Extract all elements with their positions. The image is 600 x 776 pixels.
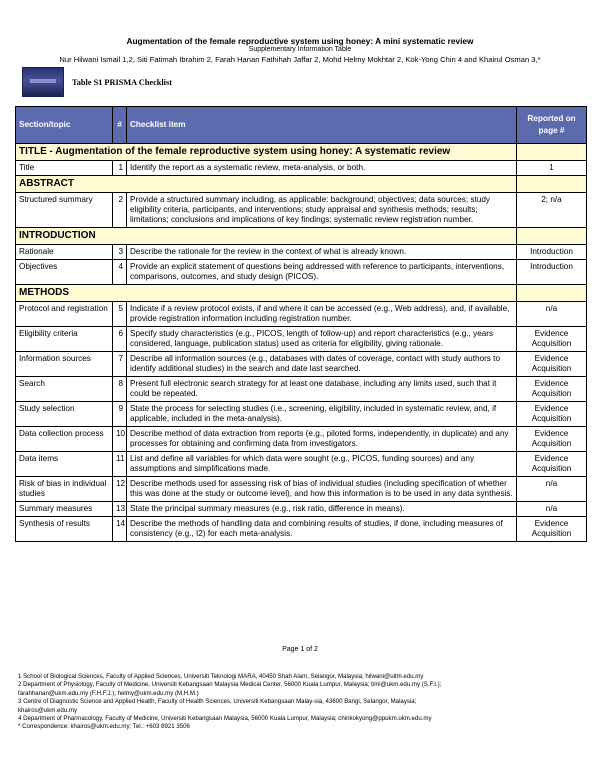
footnote-line: 2 Department of Physiology, Faculty of Medicine, Universiti Kebangsaan Malaysia Medical Center, 56000 Kuala Lumpur, Malaysia; timi@ukm.edu.my (S.F.I.); bbox=[18, 681, 442, 689]
header-section-topic: Section/topic bbox=[16, 107, 113, 144]
footnote-line: 3 Centre of Diagnostic Science and Applied Health, Faculty of Health Sciences, Universiti Kebangsaan Malay-sia, 43600 Bangi, Selangor, Malaysia; bbox=[18, 698, 417, 706]
prisma-logo bbox=[22, 67, 64, 97]
table-row bbox=[16, 245, 587, 260]
number-cell: 12 bbox=[113, 477, 127, 502]
table-row bbox=[16, 477, 587, 502]
item-cell: Indicate if a review protocol exists, if and where it can be accessed (e.g., Web address), and, if available, provide registration information including registration number. bbox=[127, 302, 517, 327]
topic-cell: Information sources bbox=[16, 352, 113, 377]
item-cell: Provide a structured summary including, as applicable: background; objectives; data sources; study eligibility criteria, participants, and interventions; study appraisal and synthesis methods; results; limitations; conclusions and implications of key findings; systematic review registration number. bbox=[127, 193, 517, 228]
section-page-cell bbox=[517, 285, 587, 302]
table-row bbox=[16, 427, 587, 452]
reported-page-cell: Evidence Acquisition bbox=[517, 517, 587, 542]
item-cell: List and define all variables for which data were sought (e.g., PICOS, funding sources) and any assumptions and simplifications made. bbox=[127, 452, 517, 477]
footnote-line: * Correspondence: khairos@ukm.edu.my; Tel.: +603 8921 3506 bbox=[18, 723, 190, 731]
item-cell: Describe all information sources (e.g., databases with dates of coverage, contact with study authors to identify additional studies) in the search and date last searched. bbox=[127, 352, 517, 377]
reported-page-cell: n/a bbox=[517, 302, 587, 327]
reported-page-cell: Evidence Acquisition bbox=[517, 427, 587, 452]
table-row bbox=[16, 502, 587, 517]
table-caption: Table S1 PRISMA Checklist bbox=[72, 78, 172, 87]
reported-page-cell: n/a bbox=[517, 502, 587, 517]
number-cell: 11 bbox=[113, 452, 127, 477]
topic-cell: Rationale bbox=[16, 245, 113, 260]
table-row bbox=[16, 327, 587, 352]
number-cell: 9 bbox=[113, 402, 127, 427]
section-header-row bbox=[16, 144, 587, 161]
topic-cell: Title bbox=[16, 161, 113, 176]
number-cell: 5 bbox=[113, 302, 127, 327]
number-cell: 13 bbox=[113, 502, 127, 517]
topic-cell: Search bbox=[16, 377, 113, 402]
table-row bbox=[16, 517, 587, 542]
topic-cell: Structured summary bbox=[16, 193, 113, 228]
reported-page-cell: Introduction bbox=[517, 245, 587, 260]
topic-cell: Risk of bias in individual studies bbox=[16, 477, 113, 502]
number-cell: 4 bbox=[113, 260, 127, 285]
table-row bbox=[16, 377, 587, 402]
reported-page-cell: 2; n/a bbox=[517, 193, 587, 228]
topic-cell: Study selection bbox=[16, 402, 113, 427]
table-row bbox=[16, 402, 587, 427]
number-cell: 10 bbox=[113, 427, 127, 452]
section-title: METHODS bbox=[16, 285, 517, 302]
section-header-row bbox=[16, 228, 587, 245]
footnote-line: 1 School of Biological Sciences, Faculty of Applied Sciences, Universiti Teknologi MARA, 40450 Shah Alam, Selangor, Malaysia; hilwani@uitm.edu.my bbox=[18, 673, 424, 680]
number-cell: 1 bbox=[113, 161, 127, 176]
item-cell: Identify the report as a systematic review, meta-analysis, or both. bbox=[127, 161, 517, 176]
section-title: ABSTRACT bbox=[16, 176, 517, 193]
reported-page-cell: Evidence Acquisition bbox=[517, 327, 587, 352]
number-cell: 14 bbox=[113, 517, 127, 542]
table-row bbox=[16, 352, 587, 377]
topic-cell: Summary measures bbox=[16, 502, 113, 517]
item-cell: Present full electronic search strategy for at least one database, including any limits used, such that it could be repeated. bbox=[127, 377, 517, 402]
footnote-line: 4 Department of Pharmacology, Faculty of Medicine, Universiti Kebangsaan Malaysia, 56000 Kuala Lumpur, Malaysia; chinkokyong@ppukm.ukm.edu.my bbox=[18, 715, 432, 723]
author-list: Nur Hilwani Ismail 1,2, Siti Fatimah Ibrahim 2, Farah Hanan Fathihah Jaffar 2, Mohd Helmy Mokhtar 2, Kok-Yong Chin 4 and Khairul Osman 3,* bbox=[59, 55, 541, 64]
table-row bbox=[16, 260, 587, 285]
document-title: Augmentation of the female reproductive system using honey: A mini systematic review bbox=[126, 36, 474, 46]
table-row bbox=[16, 161, 587, 176]
number-cell: 7 bbox=[113, 352, 127, 377]
section-header-row bbox=[16, 176, 587, 193]
reported-page-cell: Evidence Acquisition bbox=[517, 402, 587, 427]
document-subtitle: Supplementary Information Table bbox=[248, 46, 352, 53]
footnotes bbox=[18, 673, 588, 732]
table-row bbox=[16, 302, 587, 327]
footnote-line: farahhanan@ukm.edu.my (F.H.F.J.); helmy@ukm.edu.my (M.H.M.) bbox=[18, 689, 199, 697]
reported-page-cell: 1 bbox=[517, 161, 587, 176]
item-cell: Describe method of data extraction from reports (e.g., piloted forms, independently, in duplicate) and any processes for obtaining and confirming data from investigators. bbox=[127, 427, 517, 452]
item-cell: Describe methods used for assessing risk of bias of individual studies (including specification of whether this was done at the study or outcome level), and how this information is to be used in any data synthesis. bbox=[127, 477, 517, 502]
topic-cell: Data collection process bbox=[16, 427, 113, 452]
topic-cell: Objectives bbox=[16, 260, 113, 285]
table-row bbox=[16, 452, 587, 477]
table-header-row bbox=[16, 107, 587, 144]
item-cell: Specify study characteristics (e.g., PICOS, length of follow-up) and report characteristics (e.g., years considered, language, publication status) used as criteria for eligibility, giving rationale. bbox=[127, 327, 517, 352]
number-cell: 3 bbox=[113, 245, 127, 260]
section-page-cell bbox=[517, 228, 587, 245]
table-body bbox=[16, 144, 587, 542]
item-cell: Describe the rationale for the review in the context of what is already known. bbox=[127, 245, 517, 260]
topic-cell: Data items bbox=[16, 452, 113, 477]
section-title: TITLE - Augmentation of the female reproductive system using honey: A systematic review bbox=[16, 144, 517, 161]
section-header-row bbox=[16, 285, 587, 302]
header-reported-page: Reported on page # bbox=[517, 107, 587, 144]
topic-cell: Synthesis of results bbox=[16, 517, 113, 542]
section-page-cell bbox=[517, 144, 587, 161]
item-cell: State the principal summary measures (e.g., risk ratio, difference in means). bbox=[127, 502, 517, 517]
item-cell: Provide an explicit statement of questions being addressed with reference to participants, interventions, comparisons, outcomes, and study design (PICOS). bbox=[127, 260, 517, 285]
header-number: # bbox=[113, 107, 127, 144]
table-row bbox=[16, 193, 587, 228]
topic-cell: Eligibility criteria bbox=[16, 327, 113, 352]
number-cell: 2 bbox=[113, 193, 127, 228]
reported-page-cell: Evidence Acquisition bbox=[517, 352, 587, 377]
section-title: INTRODUCTION bbox=[16, 228, 517, 245]
number-cell: 8 bbox=[113, 377, 127, 402]
number-cell: 6 bbox=[113, 327, 127, 352]
item-cell: Describe the methods of handling data and combining results of studies, if done, including measures of consistency (e.g., I2) for each meta-analysis. bbox=[127, 517, 517, 542]
reported-page-cell: Introduction bbox=[517, 260, 587, 285]
topic-cell: Protocol and registration bbox=[16, 302, 113, 327]
page-number: Page 1 of 2 bbox=[282, 646, 318, 653]
reported-page-cell: Evidence Acquisition bbox=[517, 377, 587, 402]
item-cell: State the process for selecting studies (i.e., screening, eligibility, included in systematic review, and, if applicable, included in the meta-analysis). bbox=[127, 402, 517, 427]
section-page-cell bbox=[517, 176, 587, 193]
reported-page-cell: n/a bbox=[517, 477, 587, 502]
prisma-checklist-table bbox=[15, 106, 587, 542]
footnote-line: khairos@ukm.edu.my bbox=[18, 706, 78, 714]
reported-page-cell: Evidence Acquisition bbox=[517, 452, 587, 477]
header-checklist-item: Checklist item bbox=[127, 107, 517, 144]
